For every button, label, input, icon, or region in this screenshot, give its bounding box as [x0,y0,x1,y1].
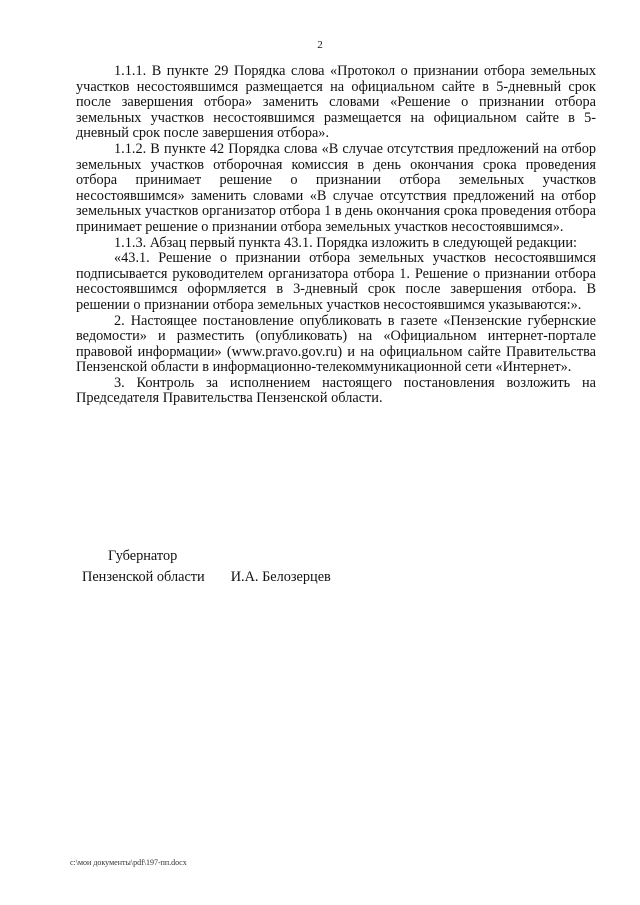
paragraph-3-control: 3. Контроль за исполнением настоящего постановления возложить на Председателя Правительства Пензенской области. [76,374,596,407]
document-body [76,64,596,407]
signatory-title-line1: Губернатор [108,548,178,564]
paragraph-quoted-43-1: «43.1. Решение о признании отбора земельных участков несостоявшимся подписывается руководителем организатора отбора 1. Решение о признании отбора несостоявшимся оформляется в 3-дневный срок после завершения отбора. В решении о признании отбора земельных участков несостоявшимся указываются:». [76,250,596,313]
paragraph-1-1-3: 1.1.3. Абзац первый пункта 43.1. Порядка изложить в следующей редакции: [114,234,577,251]
page-number: 2 [317,39,323,51]
paragraph-2-publication: 2. Настоящее постановление опубликовать в газете «Пензенские губернские ведомости» и разместить (опубликовать) на «Официальном интернет-портале правовой информации» (www.pravo.gov.ru) и на официальном сайте Правительства Пензенской области в информационно-телекоммуникационной сети «Интернет». [76,312,596,376]
signatory-title-line2: Пензенской области [82,569,205,585]
signature-block [82,546,331,588]
paragraph-1-1-1: 1.1.1. В пункте 29 Порядка слова «Протокол о признании отбора земельных участков несостоявшимся размещается на официальном сайте в 5-дневный срок после завершения отбора» заменить словами «Решение о признании отбора земельных участков несостоявшимся размещается на официальном сайте в 5-дневный срок после завершения отбора». [76,63,596,142]
signatory-name: И.А. Белозерцев [230,569,331,585]
signatory-title-line2-row [82,567,331,588]
paragraph-1-1-2: 1.1.2. В пункте 42 Порядка слова «В случае отсутствия предложений на отбор земельных участков отборочная комиссия в день окончания срока проведения отбора принимает решение о признании отбора земельных участков несостоявшимся» заменить словами «В случае отсутствия предложений на отбор земельных участков организатор отбора 1 в день окончания срока проведения отбора принимает решение о признании отбора земельных участков несостоявшимся». [76,140,596,235]
footer-file-path: c:\мои документы\pdf\197-пп.docx [70,858,187,867]
